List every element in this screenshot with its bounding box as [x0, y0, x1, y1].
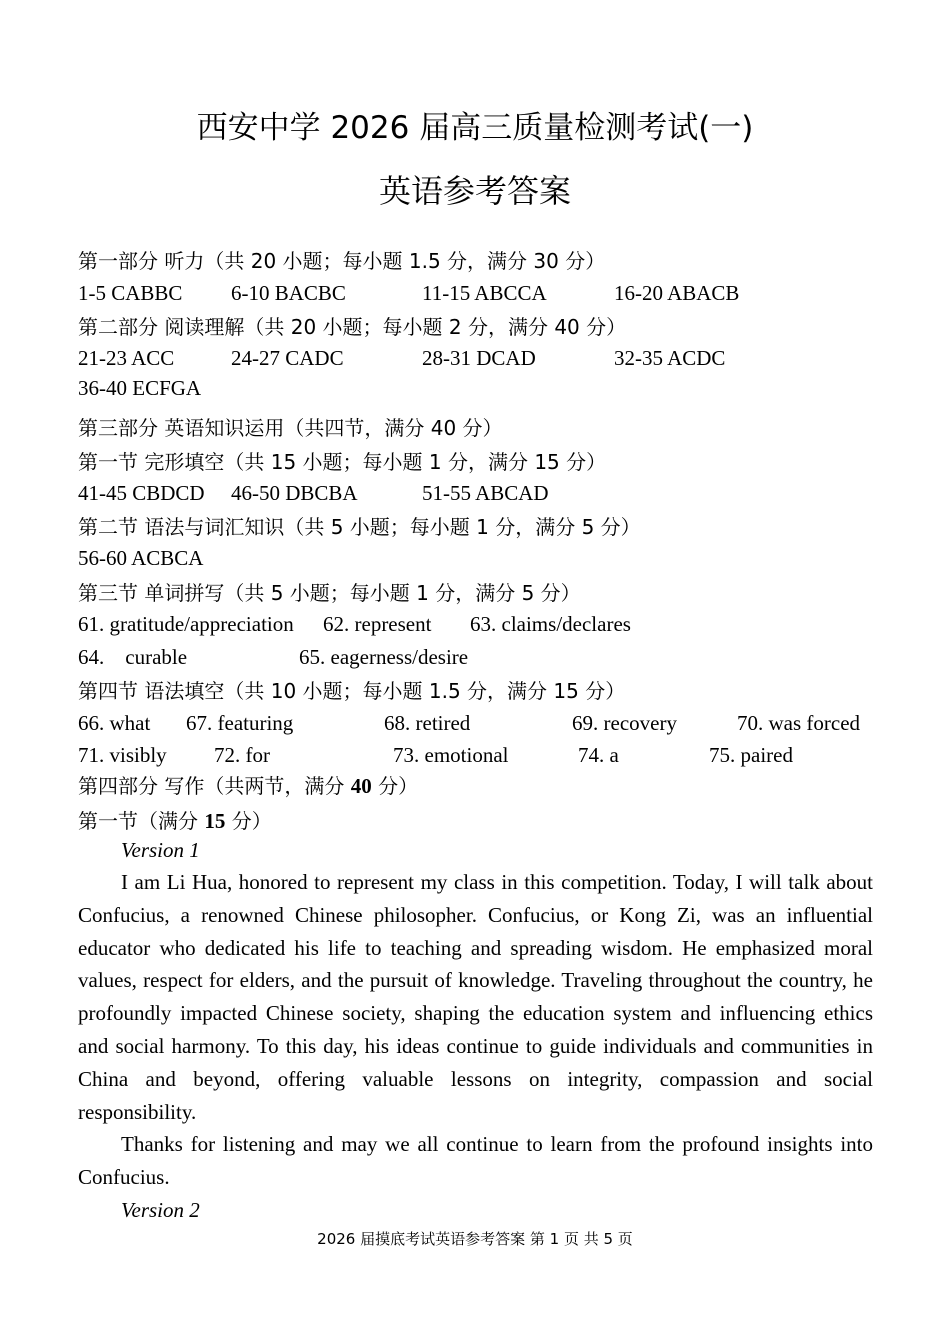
answer-item: 72. for — [214, 743, 270, 767]
answer-item: 73. emotional — [393, 743, 509, 767]
part3-sec4-header: 第四节 语法填空（共 10 小题；每小题 1.5 分，满分 15 分） — [78, 679, 626, 703]
essay-paragraph: Thanks for listening and may we all continue to learn from the profound insights into Confucius. — [78, 1132, 873, 1189]
answer-item: 75. paired — [709, 743, 793, 767]
answer-group: 41-45 CBDCD — [78, 481, 205, 505]
answer-group: 32-35 ACDC — [614, 346, 726, 370]
answer-group: 1-5 CABBC — [78, 281, 183, 305]
answer-item: 63. claims/declares — [470, 612, 631, 636]
answer-item: 61. gratitude/appreciation — [78, 612, 294, 636]
answer-item: 69. recovery — [572, 711, 677, 735]
answer-item: 70. was forced — [737, 711, 861, 735]
answer-item: 66. what — [78, 711, 151, 735]
page-subtitle: 英语参考答案 — [378, 172, 571, 210]
answer-group: 11-15 ABCCA — [422, 281, 547, 305]
part3-sec3-header: 第三节 单词拼写（共 5 小题；每小题 1 分，满分 5 分） — [78, 581, 581, 605]
answer-item: 68. retired — [384, 711, 471, 735]
answer-item: 74. a — [578, 743, 619, 767]
part3-sec1-header: 第一节 完形填空（共 15 小题；每小题 1 分，满分 15 分） — [78, 450, 607, 474]
answer-item: 67. featuring — [186, 711, 294, 735]
answer-group: 51-55 ABCAD — [422, 481, 549, 505]
part2-header: 第二部分 阅读理解（共 20 小题；每小题 2 分，满分 40 分） — [78, 315, 627, 339]
answer-group: 46-50 DBCBA — [231, 481, 358, 505]
answer-item: 71. visibly — [78, 743, 167, 767]
version1-label: Version 1 — [121, 838, 200, 862]
answer-group: 6-10 BACBC — [231, 281, 346, 305]
part3-sec2-header: 第二节 语法与词汇知识（共 5 小题；每小题 1 分，满分 5 分） — [78, 515, 641, 539]
page-footer: 2026 届摸底考试英语参考答案 第 1 页 共 5 页 — [317, 1230, 633, 1248]
page-title: 西安中学 2026 届高三质量检测考试(一) — [196, 110, 754, 146]
version2-label: Version 2 — [121, 1198, 200, 1222]
answer-group: 16-20 ABACB — [614, 281, 740, 305]
part4-sec1-header: 第一节（满分 15 分） — [78, 809, 272, 833]
answer-item: 62. represent — [323, 612, 432, 636]
part4-header: 第四部分 写作（共两节，满分 40 分） — [78, 774, 419, 798]
answer-group: 21-23 ACC — [78, 346, 175, 370]
answer-group: 24-27 CADC — [231, 346, 344, 370]
answer-group: 56-60 ACBCA — [78, 546, 204, 570]
part3-header: 第三部分 英语知识运用（共四节，满分 40 分） — [78, 416, 503, 440]
essay-paragraph: I am Li Hua, honored to represent my class in this competition. Today, I will talk about Confucius, a renowned Chinese philosopher. Confucius, or Kong Zi, was an influential educator who dedicated his life to teaching and spreading wisdom. He emphasized moral values, respect for elders, and the pursuit of knowledge. Traveling throughout the country, he profoundly impacted Chinese society, shaping the education system and influencing ethics and social harmony. To this day, his ideas continue to guide individuals and communities in China and beyond, offering valuable lessons on integrity, compassion and social responsibility. — [78, 870, 873, 1124]
answer-group: 28-31 DCAD — [422, 346, 536, 370]
answer-item: 64. curable — [78, 645, 188, 669]
answer-item: 65. eagerness/desire — [299, 645, 469, 669]
part1-header: 第一部分 听力（共 20 小题；每小题 1.5 分，满分 30 分） — [78, 249, 606, 273]
answer-group: 36-40 ECFGA — [78, 376, 202, 400]
